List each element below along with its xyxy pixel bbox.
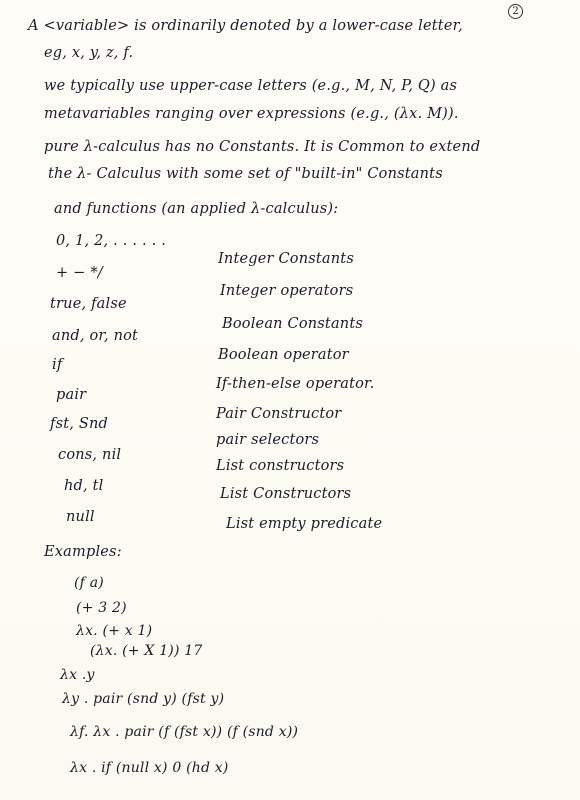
description-cell: Integer Constants — [218, 251, 354, 267]
page-number: 2 — [508, 4, 523, 19]
description-cell: pair selectors — [216, 432, 320, 448]
example-line: (+ 3 2) — [76, 600, 127, 616]
term-cell: null — [66, 509, 95, 525]
example-line: λx. (+ x 1) — [76, 623, 153, 639]
term-cell: and, or, not — [52, 328, 139, 344]
term-cell: pair — [56, 387, 87, 403]
term-cell: if — [52, 357, 63, 373]
paragraph-line: and functions (an applied λ-calculus): — [54, 201, 339, 217]
term-cell: hd, tl — [64, 478, 104, 494]
description-cell: Boolean operator — [218, 347, 349, 363]
example-line: λf. λx . pair (f (fst x)) (f (snd x)) — [70, 724, 299, 740]
description-cell: List Constructors — [220, 486, 352, 502]
description-cell: Integer operators — [220, 283, 354, 299]
description-cell: List empty predicate — [226, 516, 383, 532]
examples-heading: Examples: — [44, 544, 122, 560]
paragraph-line: eg, x, y, z, f. — [44, 45, 134, 61]
term-cell: cons, nil — [58, 447, 122, 463]
example-line: (λx. (+ X 1)) 17 — [90, 643, 203, 659]
paragraph-line: the λ- Calculus with some set of "built-in" Constants — [48, 166, 443, 182]
term-cell: + − */ — [56, 265, 103, 281]
paragraph-line: pure λ-calculus has no Constants. It is Common to extend — [44, 139, 481, 155]
example-line: (f a) — [74, 575, 104, 591]
paragraph-line: we typically use upper-case letters (e.g., M, N, P, Q) as — [44, 78, 458, 94]
description-cell: Boolean Constants — [222, 316, 364, 332]
description-cell: List constructors — [216, 458, 345, 474]
term-cell: 0, 1, 2, . . . . . . — [56, 233, 167, 249]
example-line: λx .y — [60, 667, 95, 683]
description-cell: Pair Constructor — [216, 406, 342, 422]
paragraph-line: metavariables ranging over expressions (e.g., (λx. M)). — [44, 106, 459, 122]
example-line: λy . pair (snd y) (fst y) — [62, 691, 225, 707]
term-cell: fst, Snd — [50, 416, 109, 432]
paragraph-line: A <variable> is ordinarily denoted by a lower-case letter, — [28, 18, 463, 34]
example-line: λx . if (null x) 0 (hd x) — [70, 760, 229, 776]
description-cell: If-then-else operator. — [216, 376, 375, 392]
term-cell: true, false — [50, 296, 127, 312]
